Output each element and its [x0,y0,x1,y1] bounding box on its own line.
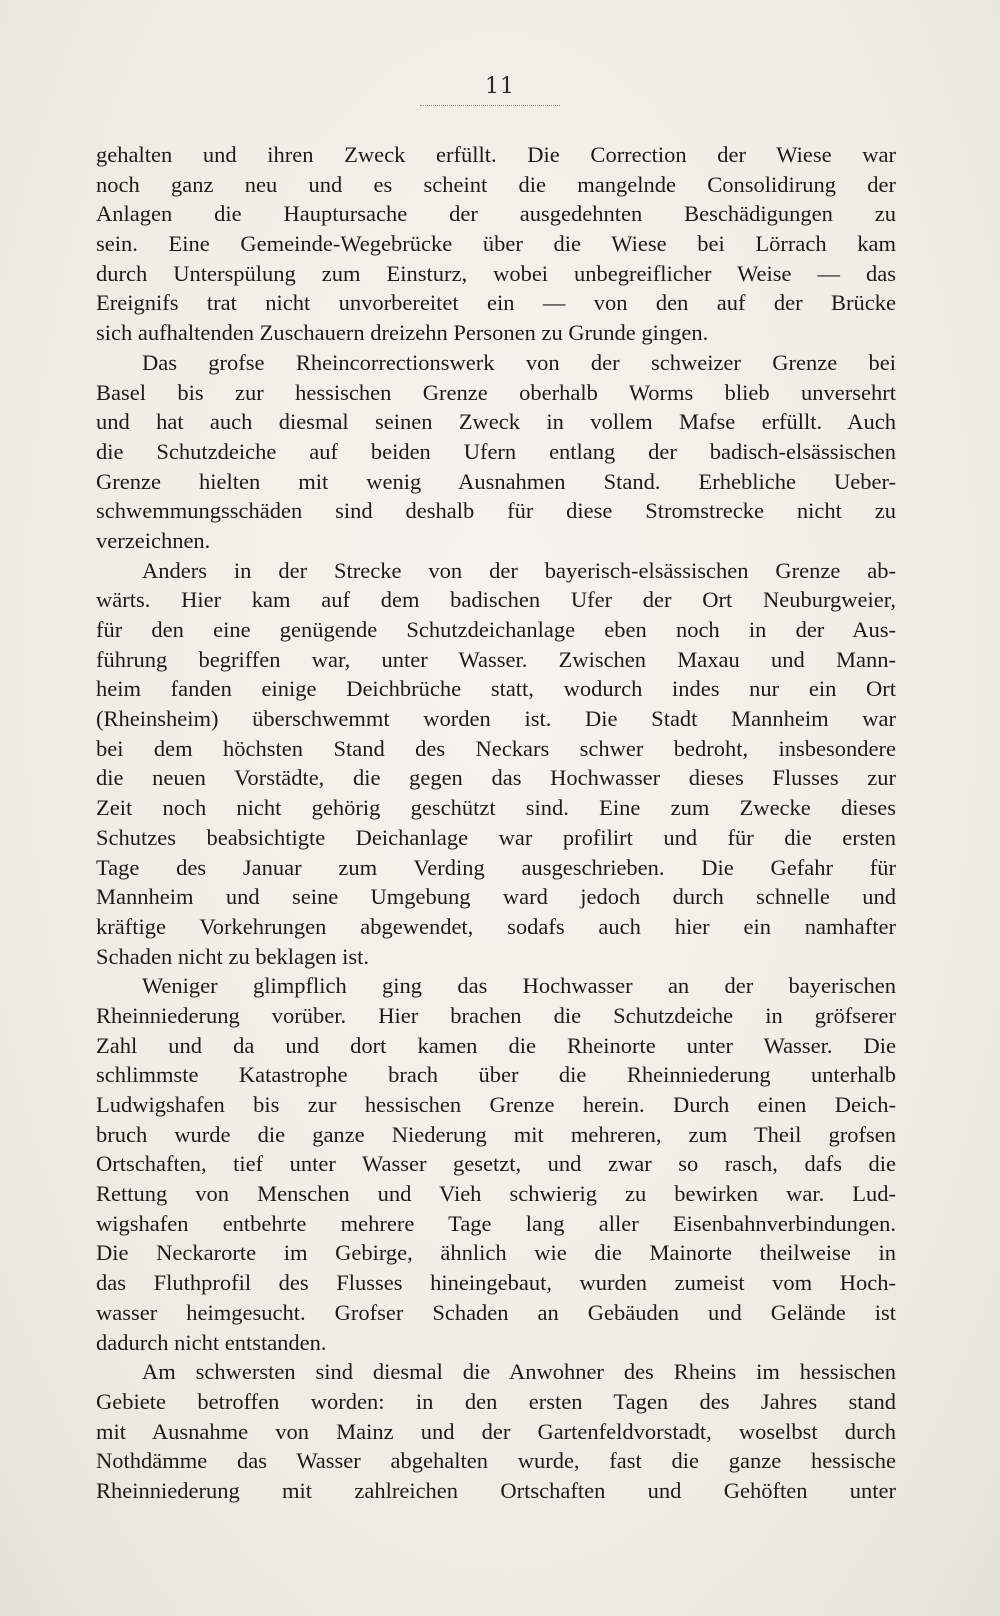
text-line: Rheinniederung mit zahlreichen Ortschaften und Gehöften unter [96,1477,896,1503]
text-line: sein. Eine Gemeinde-Wegebrücke über die Wiese bei Lörrach kam [96,231,896,257]
text-line: Zeit noch nicht gehörig geschützt sind. Eine zum Zwecke dieses [96,795,896,821]
text-line: wärts. Hier kam auf dem badischen Ufer der Ort Neuburgweier, [96,587,896,613]
text-line: bei dem höchsten Stand des Neckars schwer bedroht, insbesondere [96,735,896,761]
text-line: durch Unterspülung zum Einsturz, wobei unbegreiflicher Weise — das [96,260,896,286]
text-line: Weniger glimpflich ging das Hochwasser an der bayerischen [142,973,896,999]
paragraph [96,348,896,556]
text-line: Rheinniederung vorüber. Hier brachen die Schutzdeiche in gröfserer [96,1002,896,1028]
text-line: Ereignifs trat nicht unvorbereitet ein — von den auf der Brücke [96,290,896,316]
text-line: dadurch nicht entstanden. [96,1329,327,1355]
text-line: bruch wurde die ganze Niederung mit mehreren, zum Theil grofsen [96,1121,896,1147]
paragraph [96,556,896,972]
text-line: Grenze hielten mit wenig Ausnahmen Stand. Erhebliche Ueber- [96,468,896,494]
text-line: führung begriffen war, unter Wasser. Zwischen Maxau und Mann- [96,646,896,672]
text-line: die Schutzdeiche auf beiden Ufern entlang der badisch-elsässischen [96,438,896,464]
text-line: heim fanden einige Deichbrüche statt, wodurch indes nur ein Ort [96,676,896,702]
text-line: Die Neckarorte im Gebirge, ähnlich wie die Mainorte theilweise in [96,1240,896,1266]
text-line: Ortschaften, tief unter Wasser gesetzt, und zwar so rasch, dafs die [96,1151,896,1177]
text-line: noch ganz neu und es scheint die mangelnde Consolidirung der [96,171,896,197]
text-line: Tage des Januar zum Verding ausgeschrieben. Die Gefahr für [96,854,896,880]
page-number: 11 [485,74,515,99]
text-line: gehalten und ihren Zweck erfüllt. Die Correction der Wiese war [96,142,896,167]
text-line: Am schwersten sind diesmal die Anwohner des Rheins im hessischen [142,1359,896,1385]
text-line: Anders in der Strecke von der bayerisch-elsässischen Grenze ab- [142,557,896,583]
text-line: und hat auch diesmal seinen Zweck in vollem Mafse erfüllt. Auch [96,409,896,435]
paragraph [96,1357,896,1505]
text-line: verzeichnen. [96,527,211,553]
text-line: Zahl und da und dort kamen die Rheinorte unter Wasser. Die [96,1032,896,1058]
text-line: mit Ausnahme von Mainz und der Gartenfeldvorstadt, woselbst durch [96,1418,896,1444]
text-line: kräftige Vorkehrungen abgewendet, sodafs auch hier ein namhafter [96,913,896,939]
text-line: Rettung von Menschen und Vieh schwierig zu bewirken war. Lud- [96,1181,896,1207]
paragraph [96,140,896,348]
text-line: sich aufhaltenden Zuschauern dreizehn Personen zu Grunde gingen. [96,320,709,346]
text-line: Das grofse Rheincorrectionswerk von der schweizer Grenze bei [142,349,896,375]
body-text [96,140,896,1506]
text-line: Basel bis zur hessischen Grenze oberhalb Worms blieb unversehrt [96,379,896,405]
text-line: für den eine genügende Schutzdeichanlage eben noch in der Aus- [96,617,896,642]
text-line: Anlagen die Hauptursache der ausgedehnten Beschädigungen zu [96,201,896,227]
text-line: schlimmste Katastrophe brach über die Rheinniederung unterhalb [96,1062,896,1088]
text-line: die neuen Vorstädte, die gegen das Hochwasser dieses Flusses zur [96,765,896,791]
text-line: das Fluthprofil des Flusses hineingebaut, wurden zumeist vom Hoch- [96,1270,896,1296]
text-line: Nothdämme das Wasser abgehalten wurde, fast die ganze hessische [96,1448,896,1474]
text-line: wigshafen entbehrte mehrere Tage lang aller Eisenbahnverbindungen. [96,1210,896,1236]
text-line: schwemmungsschäden sind deshalb für diese Stromstrecke nicht zu [96,498,896,524]
page-number-rule [420,105,560,106]
text-line: (Rheinsheim) überschwemmt worden ist. Die Stadt Mannheim war [96,706,896,732]
text-line: Ludwigshafen bis zur hessischen Grenze herein. Durch einen Deich- [96,1092,896,1117]
paragraph [96,971,896,1357]
text-line: Schaden nicht zu beklagen ist. [96,943,370,969]
text-line: Schutzes beabsichtigte Deichanlage war profilirt und für die ersten [96,824,896,850]
text-line: Gebiete betroffen worden: in den ersten Tagen des Jahres stand [96,1388,896,1414]
text-line: Mannheim und seine Umgebung ward jedoch durch schnelle und [96,884,896,910]
text-line: wasser heimgesucht. Grofser Schaden an Gebäuden und Gelände ist [96,1299,896,1325]
